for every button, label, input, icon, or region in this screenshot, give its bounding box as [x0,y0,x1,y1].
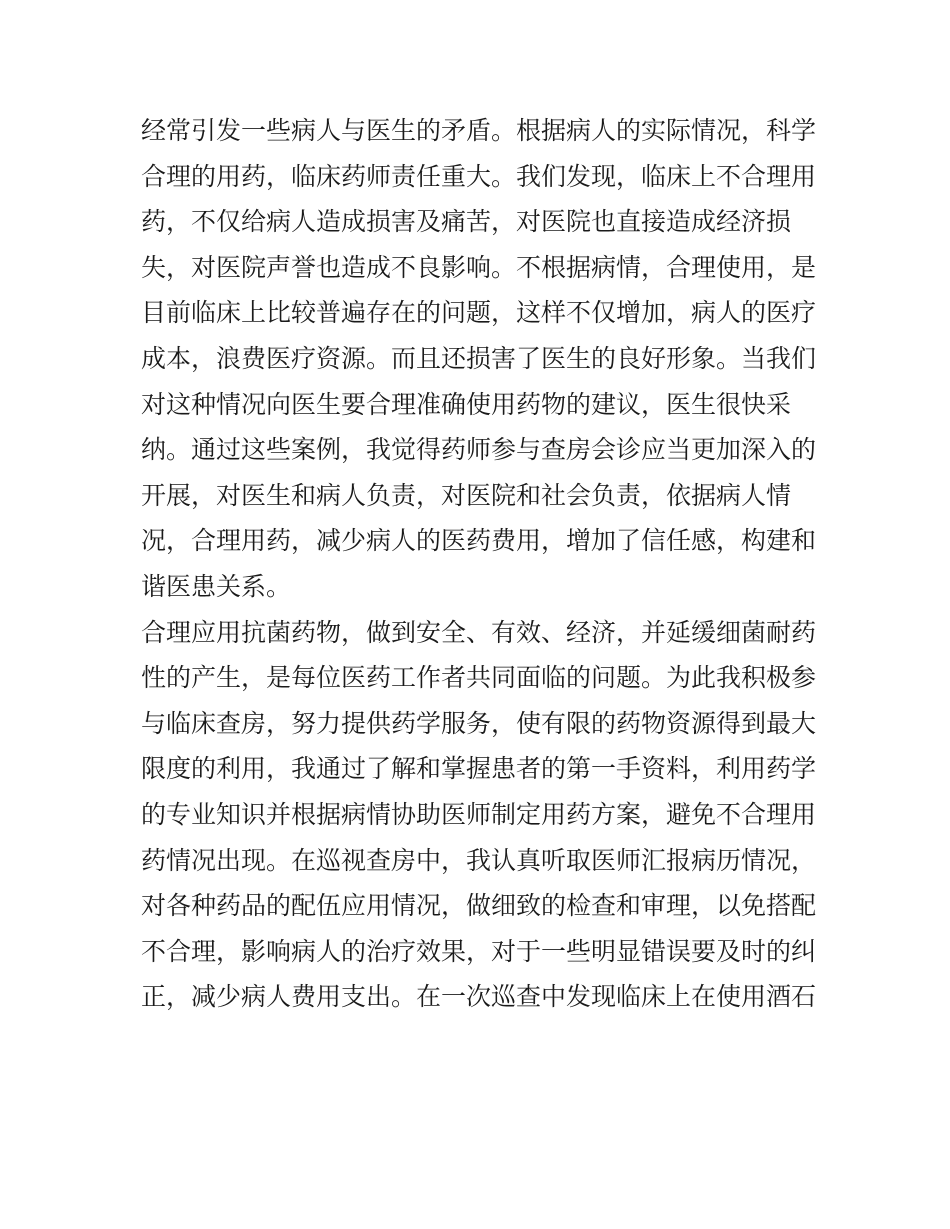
text-line-3: 药，不仅给病人造成损害及痛苦，对医院也直接造成经济损 [141,207,792,237]
text-line-1: 经常引发一些病人与医生的矛盾。根据病人的实际情况，科学 [141,116,817,145]
text-line-2: 合理的用药，临床药师责任重大。我们发现，临床上不合理用 [141,161,817,191]
text-line-10: 况，合理用药，减少病人的医药费用，增加了信任感，构建和 [141,526,817,556]
text-line-4: 失，对医院声誉也造成不良影响。不根据病情，合理使用，是 [141,252,817,282]
text-line-7: 对这种情况向医生要合理准确使用药物的建议，医生很快采 [141,389,792,419]
text-line-11: 谐医患关系。 [141,571,292,601]
text-line-12: 合理应用抗菌药物，做到安全、有效、经济，并延缓细菌耐药 [141,617,817,647]
text-line-8: 纳。通过这些案例，我觉得药师参与查房会诊应当更加深入的 [141,435,817,465]
text-line-14: 与临床查房，努力提供药学服务，使有限的药物资源得到最大 [141,708,817,738]
text-line-5: 目前临床上比较普遍存在的问题，这样不仅增加，病人的医疗 [141,298,817,328]
text-line-18: 对各种药品的配伍应用情况，做细致的检查和审理，以免搭配 [141,891,817,921]
text-line-15: 限度的利用，我通过了解和掌握患者的第一手资料，利用药学 [141,754,817,784]
text-line-6: 成本，浪费医疗资源。而且还损害了医生的良好形象。当我们 [141,343,817,373]
text-line-19: 不合理，影响病人的治疗效果，对于一些明显错误要及时的纠 [141,936,817,966]
body-text [141,108,821,1020]
text-line-20: 正，减少病人费用支出。在一次巡查中发现临床上在使用酒石 [141,982,817,1012]
text-line-16: 的专业知识并根据病情协助医师制定用药方案，避免不合理用 [141,799,817,829]
text-line-17: 药情况出现。在巡视查房中，我认真听取医师汇报病历情况， [141,845,817,875]
text-line-9: 开展，对医生和病人负责，对医院和社会负责，依据病人情 [141,480,792,510]
text-line-13: 性的产生，是每位医药工作者共同面临的问题。为此我积极参 [141,663,817,693]
